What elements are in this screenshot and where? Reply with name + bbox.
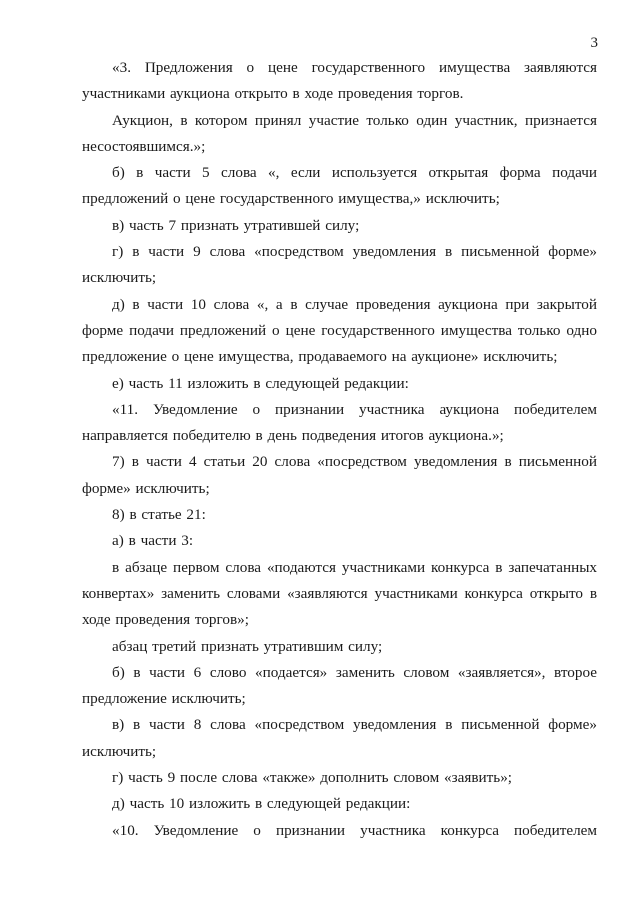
document-body — [82, 55, 597, 844]
paragraph: 7) в части 4 статьи 20 слова «посредством уведомления в письменной форме» исключить; — [82, 453, 597, 497]
paragraph: д) часть 10 изложить в следующей редакции: — [112, 795, 411, 813]
paragraph: а) в части 3: — [112, 532, 194, 550]
paragraph: в) часть 7 признать утратившей силу; — [112, 216, 360, 234]
paragraph: 8) в статье 21: — [112, 506, 206, 524]
paragraph: Аукцион, в котором принял участие только один участник, признается несостоявшимся.»; — [82, 111, 597, 155]
paragraph: е) часть 11 изложить в следующей редакции: — [112, 374, 409, 392]
paragraph: в абзаце первом слова «подаются участниками конкурса в запечатанных конвертах» заменить словами «заявляются участниками конкурса открыто в ходе проведения торгов»; — [82, 558, 597, 629]
paragraph: «3. Предложения о цене государственного имущества заявляются участниками аукциона открыто в ходе проведения торгов. — [82, 59, 597, 103]
paragraph: «10. Уведомление о признании участника конкурса победителем — [112, 821, 597, 839]
paragraph: абзац третий признать утратившим силу; — [112, 637, 383, 655]
page-number: 3 — [590, 35, 598, 51]
paragraph: г) часть 9 после слова «также» дополнить словом «заявить»; — [112, 769, 513, 787]
paragraph: г) в части 9 слова «посредством уведомления в письменной форме» исключить; — [82, 243, 597, 287]
paragraph: д) в части 10 слова «, а в случае проведения аукциона при закрытой форме подачи предложений о цене государственного имущества только одно предложение о цене имущества, продаваемого на аукционе» исключить; — [82, 295, 597, 366]
paragraph: «11. Уведомление о признании участника аукциона победителем направляется победителю в день подведения итогов аукциона.»; — [82, 400, 597, 445]
paragraph: б) в части 5 слова «, если используется открытая форма подачи предложений о цене государственного имущества,» исключить; — [82, 164, 597, 208]
paragraph: б) в части 6 слово «подается» заменить словом «заявляется», второе предложение исключить; — [82, 663, 597, 708]
paragraph: в) в части 8 слова «посредством уведомления в письменной форме» исключить; — [82, 716, 597, 760]
